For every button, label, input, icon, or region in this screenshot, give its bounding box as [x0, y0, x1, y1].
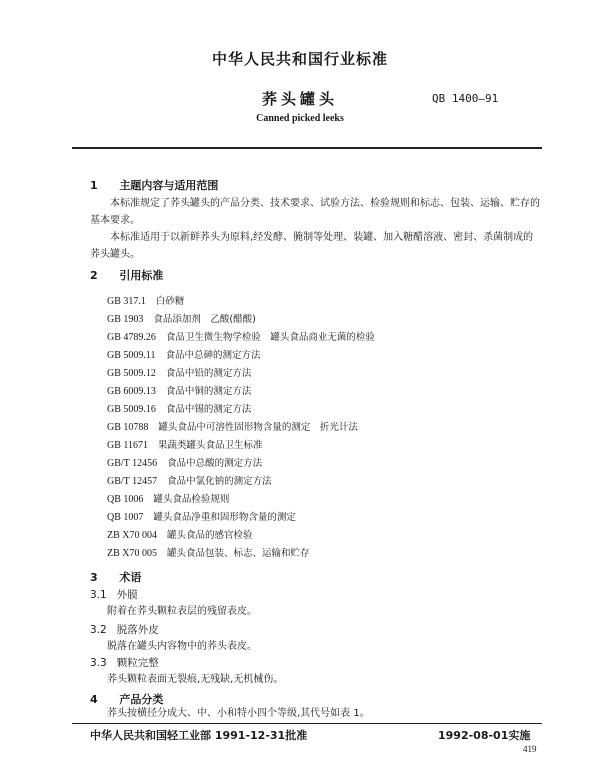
reference-title: 食品中铜的测定方法 [165, 386, 252, 397]
effective-date: 1992-08-01实施 [438, 729, 531, 742]
reference-code: GB 5009.12 [107, 368, 156, 379]
section-3-heading [90, 569, 141, 585]
reference-code: GB 6009.13 [107, 386, 156, 397]
term-heading [90, 655, 159, 670]
reference-code: GB 5009.16 [107, 404, 156, 415]
approval-statement: 中华人民共和国轻工业部 1991-12-31批准 [90, 729, 308, 742]
reference-title: 罐头食品包装、标志、运输和贮存 [167, 548, 310, 559]
reference-title: 食品中氯化钠的测定方法 [167, 476, 272, 487]
section-1-paragraph-2: 本标准适用于以新鲜荞头为原料,经发酵、腌制等处理、装罐、加入糖醋溶液、密封、杀菌制成的荞头罐头。 [90, 232, 534, 260]
reference-item [107, 419, 358, 433]
term-definition: 荞头颗粒表面无裂痕,无残缺,无机械伤。 [107, 674, 284, 685]
standard-number: QB 1400—91 [432, 92, 499, 105]
top-divider [72, 147, 542, 149]
section-2-heading [90, 267, 163, 283]
reference-code: QB 1007 [107, 512, 144, 523]
section-3-title: 术语 [119, 571, 142, 584]
reference-item [107, 293, 184, 307]
term-name: 外膜 [116, 589, 138, 601]
reference-item [107, 437, 263, 451]
reference-title: 罐头食品检验规则 [153, 494, 230, 505]
reference-title: 罐头食品净重和固形物含量的测定 [153, 512, 296, 523]
reference-code: GB/T 12456 [107, 458, 158, 469]
term-definition: 脱落在罐头内容物中的荞头表皮。 [107, 641, 257, 652]
page-number: 419 [523, 744, 537, 754]
section-1-number: 1 [90, 179, 98, 192]
reference-code: QB 1006 [107, 494, 144, 505]
section-4-paragraph-1: 荞头按横径分成大、中、小和特小四个等级,其代号如表 1。 [107, 708, 370, 719]
reference-title: 罐头食品的感官检验 [167, 530, 253, 541]
reference-item [107, 329, 375, 343]
reference-item [107, 455, 262, 469]
reference-item [107, 383, 251, 397]
section-4-number: 4 [90, 693, 98, 706]
reference-code: GB 11671 [107, 440, 149, 451]
section-1-heading [90, 177, 218, 193]
english-title: Canned picked leeks [256, 113, 344, 124]
section-1-paragraph-1: 本标准规定了荞头罐头的产品分类、技术要求、试验方法、检验规则和标志、包装、运输、贮存的基本要求。 [90, 198, 540, 226]
reference-item [107, 401, 251, 415]
reference-item [107, 491, 229, 505]
reference-title: 食品中锡的测定方法 [165, 404, 252, 415]
reference-item [107, 365, 251, 379]
reference-item [107, 527, 253, 541]
reference-code: ZB X70 005 [107, 548, 157, 559]
reference-code: ZB X70 004 [107, 530, 157, 541]
reference-code: GB 1903 [107, 314, 144, 325]
section-4-title: 产品分类 [119, 693, 164, 706]
reference-code: GB 10788 [107, 422, 149, 433]
document-title: 荞头罐头 [261, 90, 338, 108]
reference-title: 罐头食品中可溶性固形物含量的测定 折光计法 [158, 422, 358, 433]
reference-title: 白砂糖 [155, 296, 185, 307]
reference-title: 食品中总砷的测定方法 [165, 350, 261, 361]
reference-item [107, 311, 256, 325]
section-2-title: 引用标准 [119, 269, 164, 282]
term-heading [90, 622, 159, 637]
reference-code: GB 317.1 [107, 296, 146, 307]
term-name: 脱落外皮 [116, 624, 159, 636]
reference-title: 食品添加剂 乙酸(醋酸) [153, 314, 256, 325]
reference-code: GB 4789.26 [107, 332, 156, 343]
reference-title: 食品卫生微生物学检验 罐头食品商业无菌的检验 [165, 332, 375, 343]
reference-item [107, 473, 272, 487]
term-number: 3.1 [90, 589, 107, 601]
section-2-number: 2 [90, 269, 98, 282]
term-definition: 附着在荞头颗粒表层的残留表皮。 [107, 606, 257, 617]
section-1-title: 主题内容与适用范围 [119, 179, 219, 192]
term-number: 3.2 [90, 624, 107, 636]
issuing-body-title: 中华人民共和国行业标准 [211, 50, 388, 68]
reference-code: GB/T 12457 [107, 476, 158, 487]
reference-item [107, 509, 296, 523]
reference-title: 食品中总酸的测定方法 [167, 458, 263, 469]
reference-item [107, 545, 310, 559]
reference-title: 果蔬类罐头食品卫生标准 [158, 440, 263, 451]
bottom-divider [72, 723, 542, 724]
term-name: 颗粒完整 [116, 657, 159, 669]
section-3-number: 3 [90, 571, 98, 584]
reference-title: 食品中铅的测定方法 [165, 368, 252, 379]
reference-code: GB 5009.11 [107, 350, 156, 361]
reference-item [107, 347, 261, 361]
term-heading [90, 587, 138, 602]
term-number: 3.3 [90, 657, 107, 669]
